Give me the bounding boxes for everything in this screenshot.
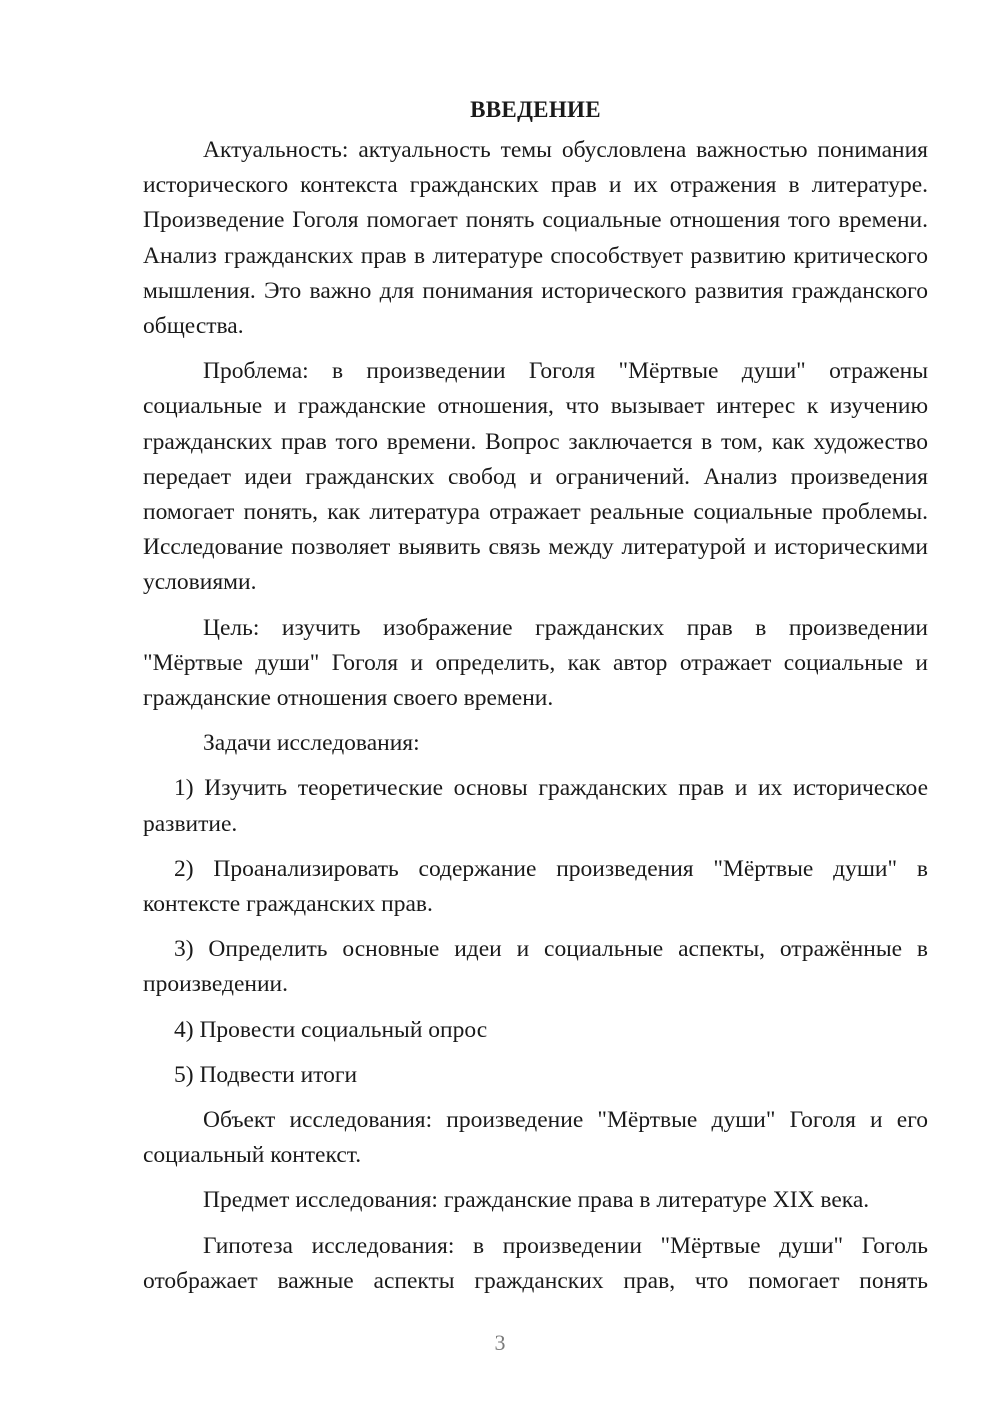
relevance-paragraph: Актуальность: актуальность темы обусловлена важностью понимания исторического контекста гражданских прав и их отражения в литературе. Произведение Гоголя помогает понять социальные отношения того времени. Анализ гражданских прав в литературе способствует развитию критического мышления. Это важно для понимания исторического развития гражданского общества. <box>143 137 928 340</box>
task-item-5: 5) Подвести итоги <box>174 1061 358 1088</box>
page-heading: ВВЕДЕНИЕ <box>470 97 601 122</box>
object-paragraph: Объект исследования: произведение "Мёртвые души" Гоголя и его социальный контекст. <box>143 1107 928 1169</box>
goal-paragraph: Цель: изучить изображение гражданских прав в произведении "Мёртвые души" Гоголя и определить, как автор отражает социальные и гражданские отношения своего времени. <box>143 614 928 712</box>
tasks-title: Задачи исследования: <box>203 730 420 757</box>
problem-paragraph: Проблема: в произведении Гоголя "Мёртвые души" отражены социальные и гражданские отношения, что вызывает интерес к изучению гражданских прав того времени. Вопрос заключается в том, как художество передает идеи гражданских свобод и ограничений. Анализ произведения помогает понять, как литература отражает реальные социальные проблемы. Исследование позволяет выявить связь между литературой и историческими условиями. <box>143 358 928 596</box>
task-item-1: 1) Изучить теоретические основы гражданских прав и их историческое развитие. <box>143 775 928 837</box>
document-page <box>143 92 928 1299</box>
task-item-4: 4) Провести социальный опрос <box>174 1016 488 1043</box>
page-number: 3 <box>494 1330 506 1355</box>
hypothesis-paragraph: Гипотеза исследования: в произведении "Мёртвые души" Гоголь отображает важные аспекты гражданских прав, что помогает понять <box>143 1232 928 1294</box>
subject-paragraph: Предмет исследования: гражданские права в литературе XIX века. <box>203 1187 870 1214</box>
task-item-2: 2) Проанализировать содержание произведения "Мёртвые души" в контексте гражданских прав. <box>143 855 928 918</box>
task-item-3: 3) Определить основные идеи и социальные аспекты, отражённые в произведении. <box>143 936 928 998</box>
